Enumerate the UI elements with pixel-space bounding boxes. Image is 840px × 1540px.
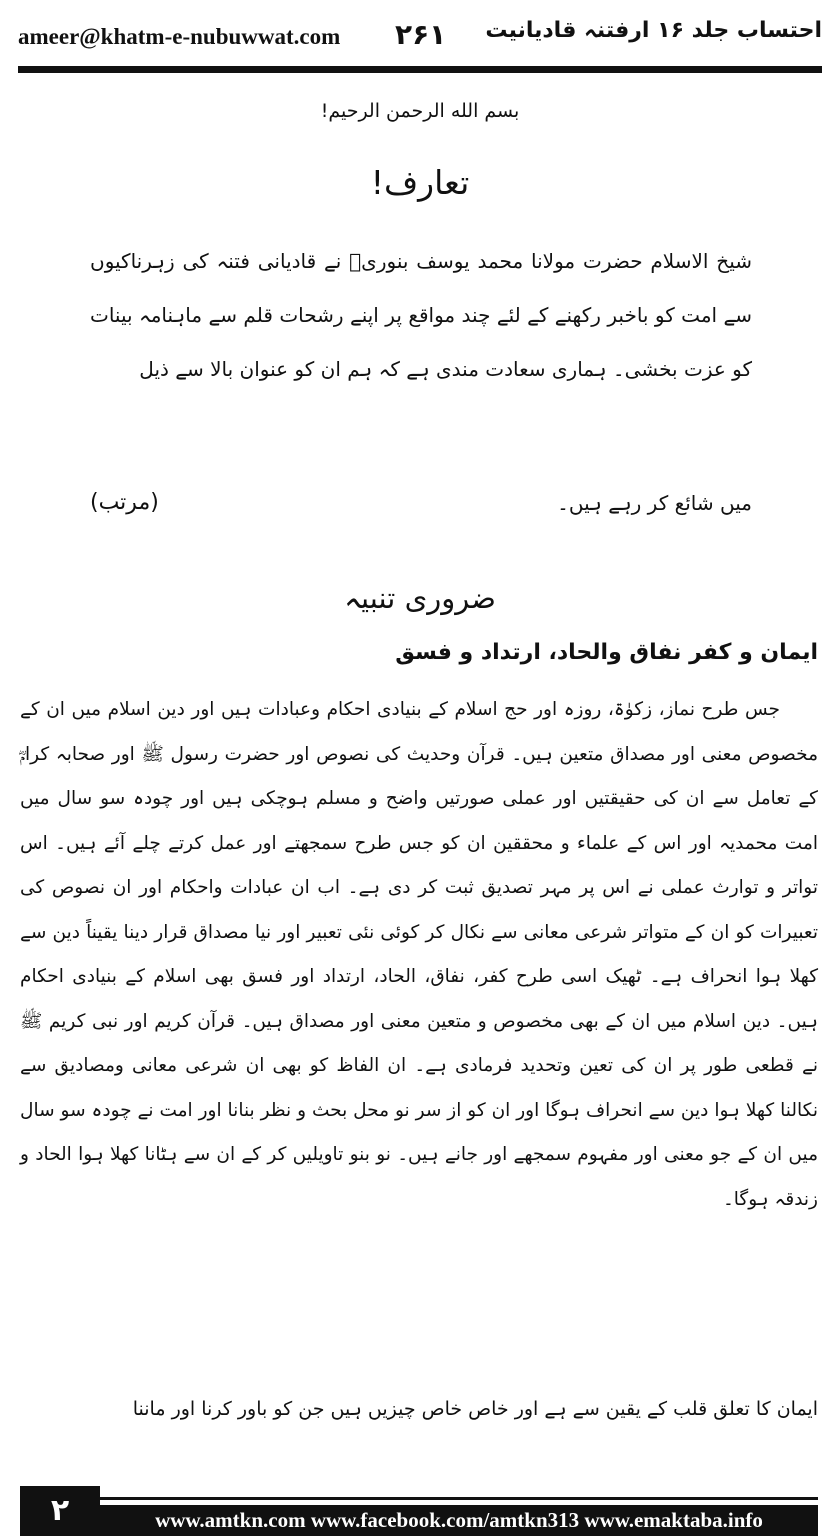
- header-email: ameer@khatm-e-nubuwwat.com: [18, 24, 341, 49]
- warning-title: ضروری تنبیہ: [344, 581, 496, 615]
- footer-links: www.amtkn.com www.facebook.com/amtkn313 www.emaktaba.info: [155, 1508, 763, 1532]
- footer-rule: [100, 1497, 818, 1500]
- bismillah: بسم الله الرحمن الرحیم!: [320, 100, 520, 122]
- warning-last-paragraph: ایمان کا تعلق قلب کے یقین سے ہے اور خاص خاص چیزیں ہیں جن کو باور کرنا اور ماننا: [132, 1398, 818, 1420]
- intro-last-line: میں شائع کر رہے ہیں۔: [557, 491, 752, 515]
- header-page-number: ۲۶۱: [395, 18, 447, 51]
- warning-subheading: ایمان و کفر نفاق والحاد، ارتداد و فسق: [395, 640, 818, 665]
- warning-paragraph-text: جس طرح نماز، زکوٰۃ، روزہ اور حج اسلام کے بنیادی احکام وعبادات ہیں اور دین اسلام میں ان کے مخصوص معنی اور مصداق متعین ہیں۔ قرآن وحدیث کی نصوص اور حضرت رسول ﷺ اور صحابہ کرامؓ کے تعامل سے ان کی حقیقتیں اور عملی صورتیں واضح و مسلم ہوچکی ہیں اور چودہ سو سال میں امت محمدیہ اور اس کے علماء و محققین ان کو جس طرح سمجھتے اور عمل کرتے چلے آئے ہیں۔ اس تواتر و توارث عملی نے اس پر مہر تصدیق ثبت کر دی ہے۔ اب ان عبادات واحکام اور ان نصوص کی تعبیرات کو ان کے متواتر شرعی معانی سے نکال کر کوئی نئی تعبیر اور نیا مصداق قرار دینا یقیناً دین سے کھلا ہوا انحراف ہے۔ ٹھیک اسی طرح کفر، نفاق، الحاد، ارتداد اور فسق بھی اسلام کے بنیادی احکام ہیں۔ دین اسلام میں ان کے بھی مخصوص و متعین معنی اور مصداق ہیں۔ قرآن کریم اور نبی کریم ﷺ نے قطعی طور پر ان کی تعین وتحدید فرمادی ہے۔ ان الفاظ کو بھی ان شرعی معانی ومصادیق سے نکالنا کھلا ہوا دین سے انحراف ہوگا اور ان کو از سر نو محل بحث و نظر بنانا اور امت نے چودہ سو سال میں ان کے جو معنی اور مفہوم سمجھے اور جانے ہیں۔ نو بنو تاویلیں کر کے ان سے ہٹانا کھلا ہوا الحاد و زندقہ ہوگا۔: [20, 699, 818, 1210]
- page-header: [0, 0, 840, 72]
- warning-paragraph: [20, 688, 818, 1222]
- header-rule: [18, 66, 822, 73]
- intro-title: تعارف!: [370, 163, 470, 202]
- page-footer: [0, 1474, 840, 1540]
- editor-signature: (مرتب): [90, 490, 159, 515]
- header-book-title: احتساب جلد ۱۶ ارفتنہ قادیانیت: [485, 18, 822, 43]
- footer-page-number: ۲: [20, 1486, 100, 1536]
- intro-closing-line: [90, 476, 752, 530]
- intro-paragraph: شیخ الاسلام حضرت مولانا محمد یوسف بنوریؒ نے قادیانی فتنہ کی زہرناکیوں سے امت کو باخبر رکھنے کے لئے چند مواقع پر اپنے رشحات قلم سے ماہنامہ بینات کو عزت بخشی۔ ہماری سعادت مندی ہے کہ ہم ان کو عنوان بالا سے ذیل: [90, 249, 752, 381]
